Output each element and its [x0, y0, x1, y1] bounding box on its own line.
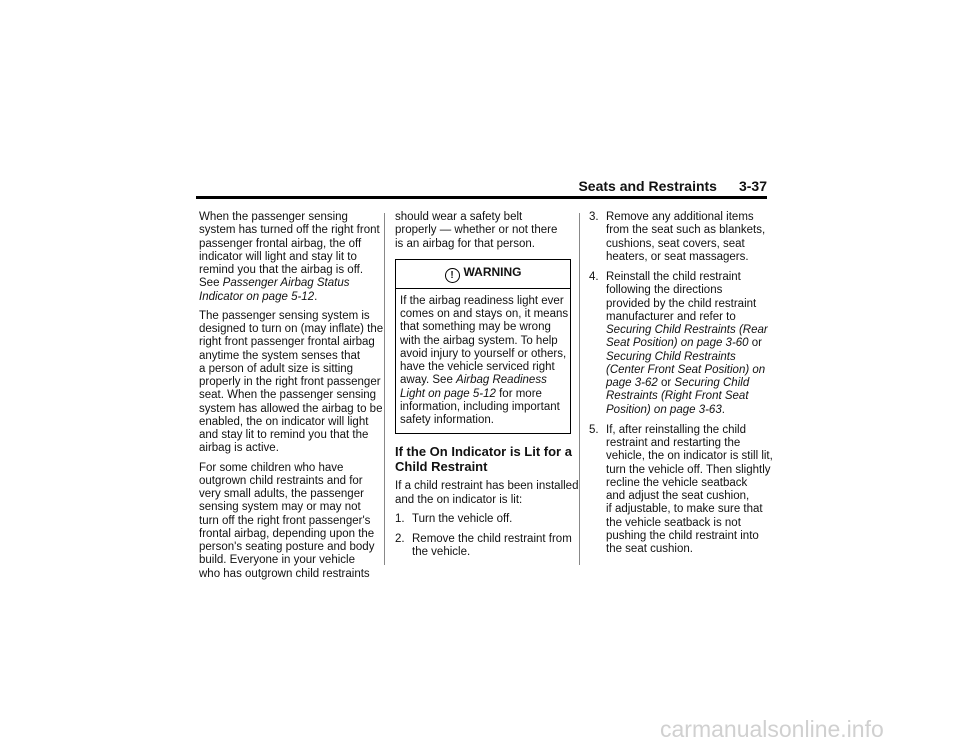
- list-item: 5. If, after reinstalling the child restraint and restarting the vehicle, the on indicator is still lit, turn the vehicle off. Then slightly recline the vehicle seatback and adjust the seat cushion, if adjustable, to make sure that the vehicle seatback is not pushing the child restraint into the seat cushion.: [589, 423, 773, 555]
- header-text: [578, 178, 767, 194]
- link-airbag-readiness-page[interactable]: Light on page 5-12: [400, 387, 496, 400]
- link-passenger-airbag-status[interactable]: Passenger Airbag Status: [222, 277, 350, 290]
- list-number: 2.: [395, 533, 405, 545]
- list-number: 3.: [589, 211, 599, 223]
- warning-box: [395, 259, 571, 435]
- header-rule: [196, 196, 767, 199]
- paragraph-children: For some children who have outgrown child restraints and for very small adults, the passenger sensing system may or may not turn off the right front passenger's frontal airbag, depending upon the person's seating posture and body build. Everyone in your vehicle who has outgrown child restraints: [199, 461, 375, 580]
- list-item: 2. Remove the child restraint from the vehicle.: [395, 533, 572, 559]
- link-center-front-seat-position[interactable]: (Center Front Seat Position) on: [606, 363, 766, 376]
- list-item: 3. Remove any additional items from the seat such as blankets, cushions, seat covers, seat heaters, or seat massagers.: [589, 211, 766, 263]
- paragraph-child-restraint-intro: If a child restraint has been installed and the on indicator is lit:: [395, 480, 579, 506]
- column-divider-left: [384, 213, 385, 565]
- link-rear-seat-position[interactable]: Securing Child Restraints (Rear: [606, 324, 768, 336]
- warning-icon: !: [445, 268, 460, 283]
- link-center-front-seat[interactable]: Securing Child Restraints: [606, 350, 736, 363]
- warning-header: [396, 260, 570, 289]
- link-passenger-airbag-status-page[interactable]: Indicator on page 5-12: [199, 290, 315, 303]
- column-divider-right: [579, 213, 580, 565]
- page-header: [196, 178, 767, 198]
- list-item: 1. Turn the vehicle off.: [395, 512, 513, 525]
- link-rear-seat-position-page[interactable]: Seat Position) on page 3-60: [606, 337, 749, 350]
- column-3: [589, 211, 773, 563]
- paragraph-off-indicator: When the passenger sensing system has turned off the right front passenger frontal airbag, the off indicator will light and stay lit to remind you that the airbag is off. See Passenger Airbag Status Indicator on page 5-12.: [199, 211, 380, 303]
- link-right-front-seat-position[interactable]: Restraints (Right Front Seat: [606, 390, 749, 403]
- warning-title: WARNING: [463, 264, 522, 279]
- section-title: Seats and Restraints: [578, 178, 717, 194]
- column-2: [395, 211, 579, 567]
- list-item: 4. Reinstall the child restraint following the directions provided by the child restraint manufacturer and refer to Securing Child Restraints (Rear Seat Position) on page 3-60 or Securing Child Restraints (Center Front Seat Position) on page 3-62 or Securing Child Restraints (Right Front Seat Position) on page 3-63.: [589, 271, 768, 416]
- link-right-front-seat[interactable]: Securing Child: [674, 377, 750, 389]
- link-center-front-seat-page[interactable]: page 3-62: [606, 377, 658, 389]
- page-number: 3-37: [738, 178, 767, 194]
- column-1: [199, 211, 384, 587]
- link-right-front-seat-page[interactable]: Position) on page 3-63: [606, 403, 722, 416]
- link-airbag-readiness[interactable]: Airbag Readiness: [456, 374, 547, 387]
- list-number: 4.: [589, 271, 599, 283]
- warning-body: If the airbag readiness light ever comes on and stays on, it means that something may be wrong with the airbag system. To help avoid injury to yourself or others, have the vehicle serviced right away. See Airbag Readiness Light on page 5-12 for more information, including important safety information.: [400, 294, 569, 426]
- list-number: 5.: [589, 423, 599, 436]
- paragraph-on-indicator: The passenger sensing system is designed to turn on (may inflate) the right front passenger frontal airbag anytime the system senses that a person of adult size is sitting properly in the right front passenger seat. When the passenger sensing system has allowed the airbag to be enabled, the on indicator will light and stay lit to remind you that the airbag is active.: [199, 309, 384, 455]
- paragraph-safety-belt: should wear a safety belt properly — whether or not there is an airbag for that person.: [395, 211, 558, 250]
- list-number: 1.: [395, 512, 405, 525]
- watermark: carmanualsonline.info: [660, 716, 884, 742]
- section-heading: If the On Indicator is Lit for a Child Restraint: [395, 444, 572, 475]
